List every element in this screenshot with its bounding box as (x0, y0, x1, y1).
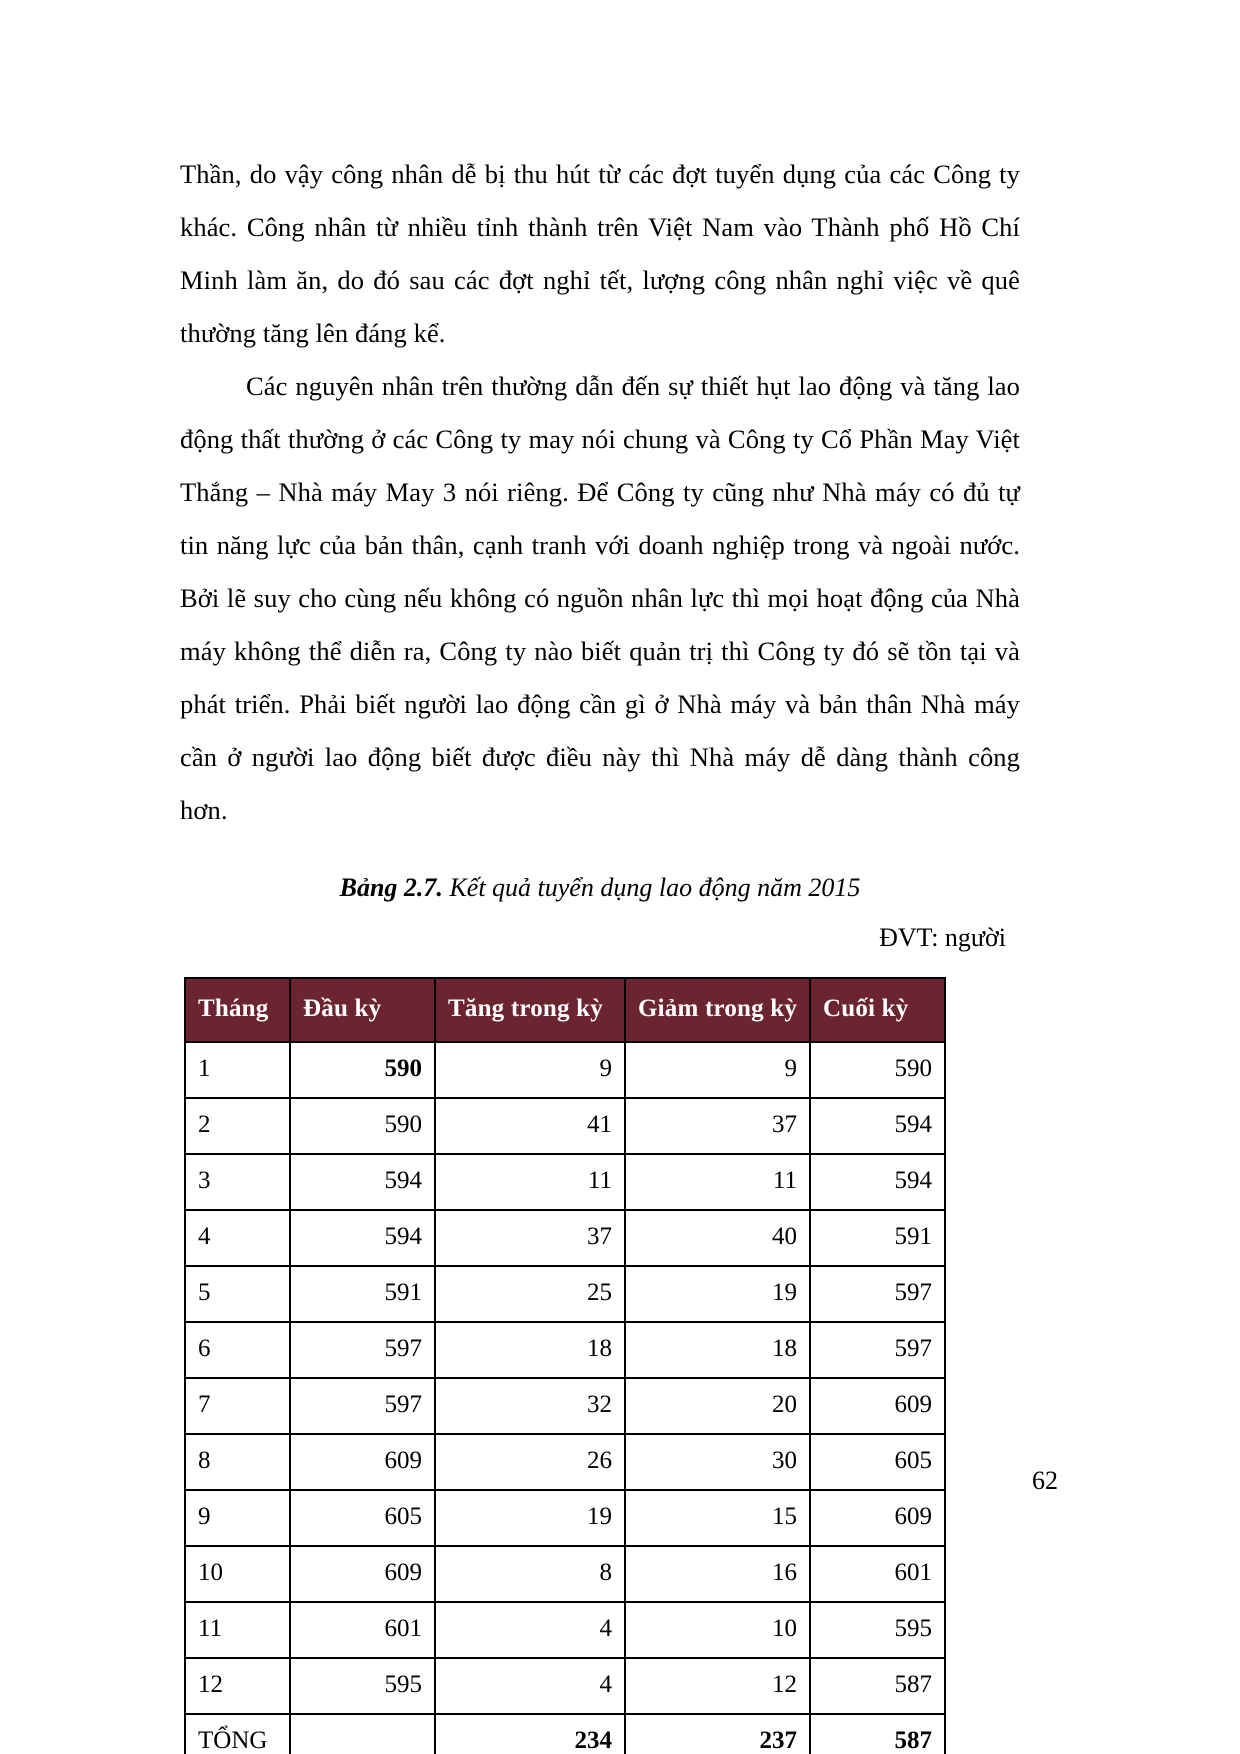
table-row (185, 1434, 945, 1490)
cell-dau-ky: 609 (290, 1546, 435, 1602)
cell-dau-ky: 597 (290, 1322, 435, 1378)
cell-thang: 7 (185, 1378, 290, 1434)
cell-cuoi-ky: 595 (810, 1602, 945, 1658)
cell-thang: 12 (185, 1658, 290, 1714)
cell-tang: 19 (435, 1490, 625, 1546)
cell-tang: 11 (435, 1154, 625, 1210)
table-row (185, 1658, 945, 1714)
cell-cuoi-ky: 594 (810, 1098, 945, 1154)
cell-thang: 6 (185, 1322, 290, 1378)
cell-giam: 11 (625, 1154, 810, 1210)
cell-dau-ky: 594 (290, 1154, 435, 1210)
table-header (185, 978, 945, 1042)
cell-giam: 30 (625, 1434, 810, 1490)
column-header-thang: Tháng (185, 978, 290, 1042)
cell-total-giam: 237 (625, 1714, 810, 1754)
cell-giam: 20 (625, 1378, 810, 1434)
cell-cuoi-ky: 597 (810, 1266, 945, 1322)
cell-thang: 11 (185, 1602, 290, 1658)
paragraph-2: Các nguyên nhân trên thường dẫn đến sự thiết hụt lao động và tăng lao động thất thường ở các Công ty may nói chung và Công ty Cổ Phần May Việt Thắng – Nhà máy May 3 nói riêng. Để Công ty cũng như Nhà máy có đủ tự tin năng lực của bản thân, cạnh tranh với doanh nghiệp trong và ngoài nước. Bởi lẽ suy cho cùng nếu không có nguồn nhân lực thì mọi hoạt động của Nhà máy không thể diễn ra, Công ty nào biết quản trị thì Công ty đó sẽ tồn tại và phát triển. Phải biết người lao động cần gì ở Nhà máy và bản thân Nhà máy cần ở người lao động biết được điều này thì Nhà máy dễ dàng thành công hơn. (180, 371, 1020, 825)
table-caption-number: Bảng 2.7. (339, 873, 443, 902)
column-header-dau-ky: Đầu kỳ (290, 978, 435, 1042)
cell-tang: 18 (435, 1322, 625, 1378)
cell-thang: 9 (185, 1490, 290, 1546)
cell-cuoi-ky: 594 (810, 1154, 945, 1210)
cell-cuoi-ky: 597 (810, 1322, 945, 1378)
cell-total-label: TỔNG (185, 1714, 290, 1754)
cell-thang: 4 (185, 1210, 290, 1266)
cell-tang: 4 (435, 1602, 625, 1658)
cell-dau-ky: 597 (290, 1378, 435, 1434)
cell-tang: 32 (435, 1378, 625, 1434)
cell-giam: 9 (625, 1042, 810, 1098)
column-header-cuoi-ky: Cuối kỳ (810, 978, 945, 1042)
cell-dau-ky: 601 (290, 1602, 435, 1658)
cell-giam: 10 (625, 1602, 810, 1658)
recruitment-results-table (184, 977, 946, 1754)
table-row (185, 1378, 945, 1434)
table-row (185, 1266, 945, 1322)
cell-total-dau-ky (290, 1714, 435, 1754)
cell-giam: 18 (625, 1322, 810, 1378)
page-number: 62 (1032, 1466, 1058, 1495)
unit-note: ĐVT: người (879, 923, 1006, 952)
column-header-tang-trong-ky: Tăng trong kỳ (435, 978, 625, 1042)
paragraph-1: Thần, do vậy công nhân dễ bị thu hút từ các đợt tuyển dụng của các Công ty khác. Công nhân từ nhiều tỉnh thành trên Việt Nam vào Thành phố Hồ Chí Minh làm ăn, do đó sau các đợt nghỉ tết, lượng công nhân nghỉ việc về quê thường tăng lên đáng kể. (180, 159, 1020, 348)
cell-giam: 19 (625, 1266, 810, 1322)
cell-tang: 37 (435, 1210, 625, 1266)
cell-dau-ky: 590 (290, 1098, 435, 1154)
table-row (185, 1322, 945, 1378)
table-row (185, 1490, 945, 1546)
table-row (185, 1042, 945, 1098)
cell-giam: 12 (625, 1658, 810, 1714)
page-content (180, 148, 1020, 1754)
table-body (185, 1042, 945, 1754)
cell-thang: 5 (185, 1266, 290, 1322)
cell-thang: 8 (185, 1434, 290, 1490)
cell-cuoi-ky: 605 (810, 1434, 945, 1490)
table-caption (180, 869, 1020, 907)
cell-dau-ky: 595 (290, 1658, 435, 1714)
cell-giam: 37 (625, 1098, 810, 1154)
table-row (185, 1098, 945, 1154)
cell-dau-ky: 591 (290, 1266, 435, 1322)
cell-total-cuoi-ky: 587 (810, 1714, 945, 1754)
table-row (185, 1602, 945, 1658)
cell-dau-ky: 605 (290, 1490, 435, 1546)
cell-total-tang: 234 (435, 1714, 625, 1754)
cell-dau-ky: 609 (290, 1434, 435, 1490)
cell-cuoi-ky: 590 (810, 1042, 945, 1098)
cell-tang: 25 (435, 1266, 625, 1322)
table-header-row (185, 978, 945, 1042)
table-row (185, 1154, 945, 1210)
cell-cuoi-ky: 591 (810, 1210, 945, 1266)
cell-cuoi-ky: 587 (810, 1658, 945, 1714)
cell-giam: 16 (625, 1546, 810, 1602)
cell-giam: 15 (625, 1490, 810, 1546)
cell-cuoi-ky: 609 (810, 1490, 945, 1546)
cell-dau-ky: 594 (290, 1210, 435, 1266)
cell-thang: 2 (185, 1098, 290, 1154)
cell-tang: 26 (435, 1434, 625, 1490)
cell-thang: 1 (185, 1042, 290, 1098)
table-row (185, 1210, 945, 1266)
cell-thang: 3 (185, 1154, 290, 1210)
cell-tang: 9 (435, 1042, 625, 1098)
cell-cuoi-ky: 601 (810, 1546, 945, 1602)
cell-tang: 8 (435, 1546, 625, 1602)
table-total-row (185, 1714, 945, 1754)
cell-tang: 41 (435, 1098, 625, 1154)
cell-tang: 4 (435, 1658, 625, 1714)
table-caption-title: Kết quả tuyển dụng lao động năm 2015 (449, 873, 861, 902)
cell-dau-ky: 590 (290, 1042, 435, 1098)
column-header-giam-trong-ky: Giảm trong kỳ (625, 978, 810, 1042)
cell-giam: 40 (625, 1210, 810, 1266)
cell-cuoi-ky: 609 (810, 1378, 945, 1434)
cell-thang: 10 (185, 1546, 290, 1602)
table-row (185, 1546, 945, 1602)
